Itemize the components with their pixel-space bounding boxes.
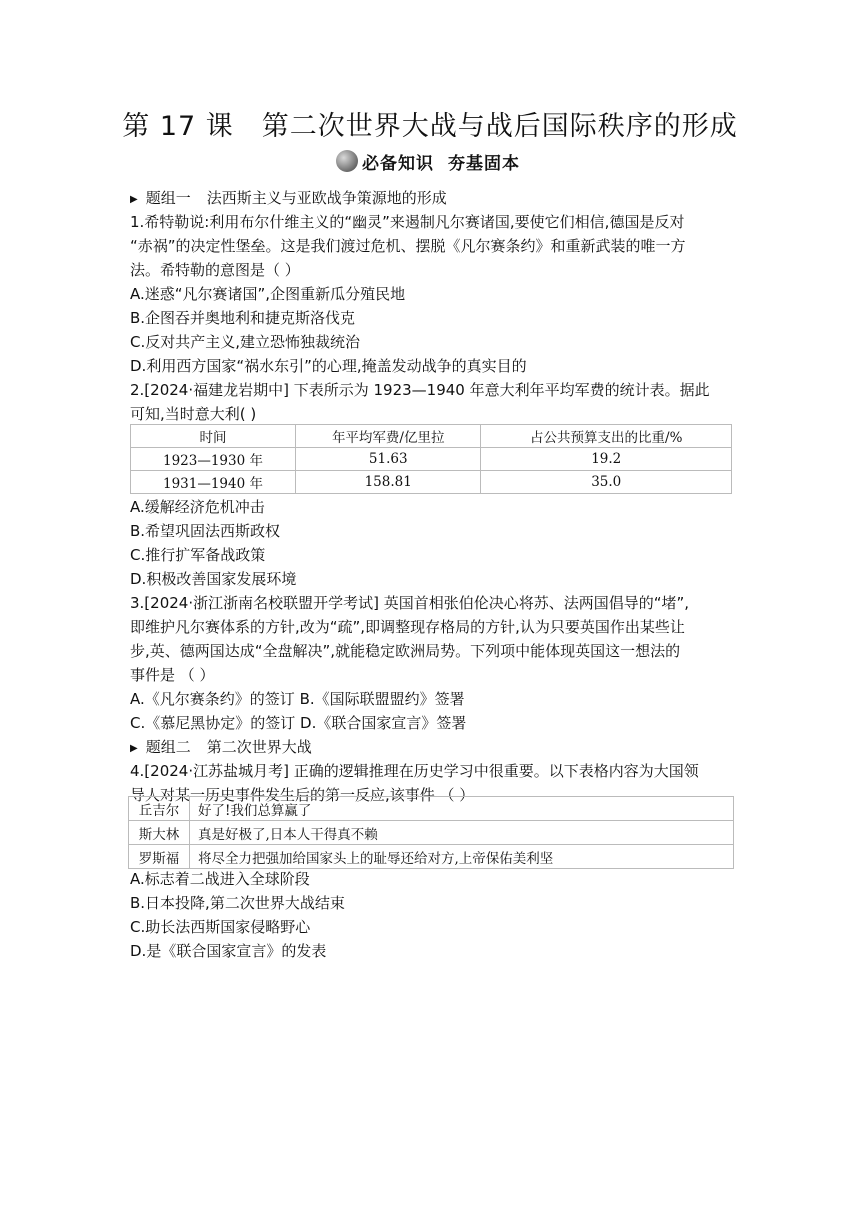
banner-part2: 夯基固本 [448,153,520,174]
question-line: 事件是 （ ） [130,666,215,684]
table-cell: 51.63 [295,448,480,471]
table-row [131,448,732,471]
answer-option[interactable]: B.希望巩固法西斯政权 [130,522,281,540]
table-cell: 好了!我们总算赢了 [190,797,734,821]
question-line: 法。希特勒的意图是（ ） [130,261,300,279]
lesson-number: 第 17 课 [122,111,234,142]
banner-part1: 必备知识 [362,153,434,174]
answer-option[interactable]: C.推行扩军备战政策 [130,546,266,564]
group-title: 法西斯主义与亚欧战争策源地的形成 [206,189,447,207]
table-cell: 将尽全力把强加给国家头上的耻辱还给对方,上帝保佑美利坚 [190,845,734,869]
answer-option[interactable]: B.日本投降,第二次世界大战结束 [130,894,345,912]
table-cell: 真是好极了,日本人干得真不赖 [190,821,734,845]
military-spending-table [130,424,732,494]
table-cell: 丘吉尔 [129,797,190,821]
table-header-cell: 时间 [131,425,296,448]
question-line: 步,英、德两国达成“全盘解决”,就能稳定欧洲局势。下列项中能体现英国这一想法的 [130,642,681,660]
answer-option[interactable]: D.是《联合国家宣言》的发表 [130,942,327,960]
leaders-reaction-table [128,796,734,869]
group-header [130,186,735,213]
page-title [0,104,860,143]
table-cell: 35.0 [481,471,732,494]
answer-option[interactable]: A.缓解经济危机冲击 [130,498,265,516]
table-row [129,845,734,869]
table-cell: 158.81 [295,471,480,494]
banner-text [352,149,520,174]
table-cell: 19.2 [481,448,732,471]
table-header-row [131,425,732,448]
question-line: 2.[2024·福建龙岩期中] 下表所示为 1923—1940 年意大利年平均军费的统计表。据此 [130,381,710,399]
table-row [129,797,734,821]
answer-option[interactable]: A.迷惑“凡尔赛诸国”,企图重新瓜分殖民地 [130,285,406,303]
answer-option-row [130,687,735,711]
table-cell: 1923—1930 年 [131,448,296,471]
answer-option-row [130,711,735,735]
table-cell: 1931—1940 年 [131,471,296,494]
question-line: “赤祸”的决定性堡垒。这是我们渡过危机、摆脱《凡尔赛条约》和重新武装的唯一方 [130,237,686,255]
group-label: 题组二 [145,738,191,756]
answer-option[interactable]: C.《慕尼黑协定》的签订 [130,714,296,732]
answer-option[interactable]: C.助长法西斯国家侵略野心 [130,918,311,936]
group-label: 题组一 [145,189,191,207]
table-cell: 斯大林 [129,821,190,845]
answer-option[interactable]: C.反对共产主义,建立恐怖独裁统治 [130,333,361,351]
table-header-cell: 年平均军费/亿里拉 [295,425,480,448]
group-title: 第二次世界大战 [206,738,312,756]
lesson-title: 第二次世界大战与战后国际秩序的形成 [261,111,738,142]
answer-option[interactable]: B.《国际联盟盟约》签署 [299,690,465,708]
table-row [131,471,732,494]
question-line: 即维护凡尔赛体系的方针,改为“疏”,即调整现存格局的方针,认为只要英国作出某些让 [130,618,685,636]
question-line: 3.[2024·浙江浙南名校联盟开学考试] 英国首相张伯伦决心将苏、法两国倡导的“堵”, [130,594,690,612]
answer-option[interactable]: D.积极改善国家发展环境 [130,570,297,588]
question-line: 4.[2024·江苏盐城月考] 正确的逻辑推理在历史学习中很重要。以下表格内容为大国领 [130,762,699,780]
table-row [129,821,734,845]
triangle-bullet-icon: ▶ [130,743,138,754]
answer-option[interactable]: D.利用西方国家“祸水东引”的心理,掩盖发动战争的真实目的 [130,357,527,375]
table-cell: 罗斯福 [129,845,190,869]
table-header-cell: 占公共预算支出的比重/% [481,425,732,448]
question-line: 可知,当时意大利( ) [130,405,257,423]
answer-option[interactable]: B.企图吞并奥地利和捷克斯洛伐克 [130,309,356,327]
group-header [130,735,735,762]
answer-option[interactable]: D.《联合国家宣言》签署 [300,714,467,732]
section-banner [336,145,520,177]
question-line: 导人对某一历史事件发生后的第一反应,该事件 （ ） [130,786,475,804]
answer-option[interactable]: A.标志着二战进入全球阶段 [130,870,310,888]
answer-option[interactable]: A.《凡尔赛条约》的签订 [130,690,295,708]
question-line: 1.希特勒说:利用布尔什维主义的“幽灵”来遏制凡尔赛诸国,要使它们相信,德国是反对 [130,213,685,231]
triangle-bullet-icon: ▶ [130,194,138,205]
